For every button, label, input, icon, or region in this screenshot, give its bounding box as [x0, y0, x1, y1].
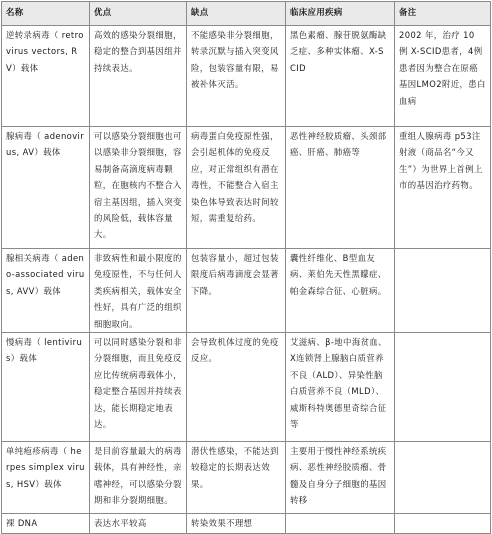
table-row-lentivirus	[2, 333, 491, 442]
cell-name: 腺相关病毒（ adeno-associated virus, AVV）载体	[2, 249, 90, 333]
header-pros: 优点	[90, 2, 187, 26]
cell-cons: 会导致机体过度的免疫反应。	[187, 333, 286, 442]
cell-diseases	[286, 514, 395, 534]
header-diseases: 临床应用疾病	[286, 2, 395, 26]
cell-diseases: 主要用于慢性神经系统疾病、恶性神经胶质瘤、骨髓及自身分子细胞的基因转移	[286, 442, 395, 514]
cell-name: 单纯疱疹病毒（ herpes simplex virus, HSV）载体	[2, 442, 90, 514]
cell-diseases: 恶性神经胶质瘤、头颈部癌、肝癌、肺癌等	[286, 127, 395, 249]
cell-name: 慢病毒（ lentivirus）载体	[2, 333, 90, 442]
header-row	[2, 2, 491, 26]
vector-comparison-table	[1, 1, 491, 534]
cell-diseases: 黑色素瘤、腺苷脱氨酶缺乏症、多种实体瘤、X-SCID	[286, 26, 395, 127]
table-row-hsv	[2, 442, 491, 514]
table-row-naked-dna	[2, 514, 491, 534]
cell-cons: 不能感染非分裂细胞，转录沉默与插入突变风险，包装容量有限，易被补体灭活。	[187, 26, 286, 127]
cell-name: 逆转录病毒（ retrovirus vectors, RV）载体	[2, 26, 90, 127]
cell-pros: 非致病性和最小限度的免疫原性，不与任何人类疾病相关，载体安全性好，具有广泛的组织细胞取向。	[90, 249, 187, 333]
cell-notes	[395, 333, 491, 442]
cell-diseases: 艾滋病、β-地中海贫血、X连锁肾上腺脑白质营养不良（ALD）、异染性脑白质营养不良（MLD）、威斯科特奥德里奇综合征等	[286, 333, 395, 442]
header-notes: 备注	[395, 2, 491, 26]
cell-pros: 表达水平较高	[90, 514, 187, 534]
cell-cons: 转染效果不理想	[187, 514, 286, 534]
cell-diseases: 囊性纤维化、B型血友病、莱伯先天性黑矇症、帕金森综合征、心脏病。	[286, 249, 395, 333]
cell-cons: 包装容量小，超过包装限度后病毒滴度会显著下降。	[187, 249, 286, 333]
cell-pros: 可以同时感染分裂和非分裂细胞，而且免疫反应比传统病毒载体小，稳定整合基因并持续表达，能长期稳定地表达。	[90, 333, 187, 442]
cell-pros: 可以感染分裂细胞也可以感染非分裂细胞，容易制备高滴度病毒颗粒，在胞核内不整合入宿主基因组，插入突变的风险低，载体容量大。	[90, 127, 187, 249]
header-name: 名称	[2, 2, 90, 26]
cell-name: 裸 DNA	[2, 514, 90, 534]
cell-cons: 病毒蛋白免疫原性强，会引起机体的免疫反应，对正常组织有潜在毒性，不能整合入宿主染色体导致表达时间较短，需重复给药。	[187, 127, 286, 249]
cell-pros: 高效的感染分裂细胞，稳定的整合到基因组并持续表达。	[90, 26, 187, 127]
cell-name: 腺病毒（ adenovirus, AV）载体	[2, 127, 90, 249]
cell-notes	[395, 442, 491, 514]
cell-pros: 是目前容量最大的病毒载体，具有神经性，亲嗜神经，可以感染分裂期和非分裂期细胞。	[90, 442, 187, 514]
cell-cons: 潜伏性感染，不能达到较稳定的长期表达效果。	[187, 442, 286, 514]
cell-notes	[395, 514, 491, 534]
cell-notes	[395, 249, 491, 333]
table-row-retrovirus	[2, 26, 491, 127]
cell-notes: 2002 年，治疗 10 例 X-SCID患者，4例患者因为整合在原癌基因LMO2附近，患白血病	[395, 26, 491, 127]
header-cons: 缺点	[187, 2, 286, 26]
table-row-aav	[2, 249, 491, 333]
table-row-adenovirus	[2, 127, 491, 249]
cell-notes: 重组人腺病毒 p53注射液（商品名“今又生”）为世界上首例上市的基因治疗药物。	[395, 127, 491, 249]
